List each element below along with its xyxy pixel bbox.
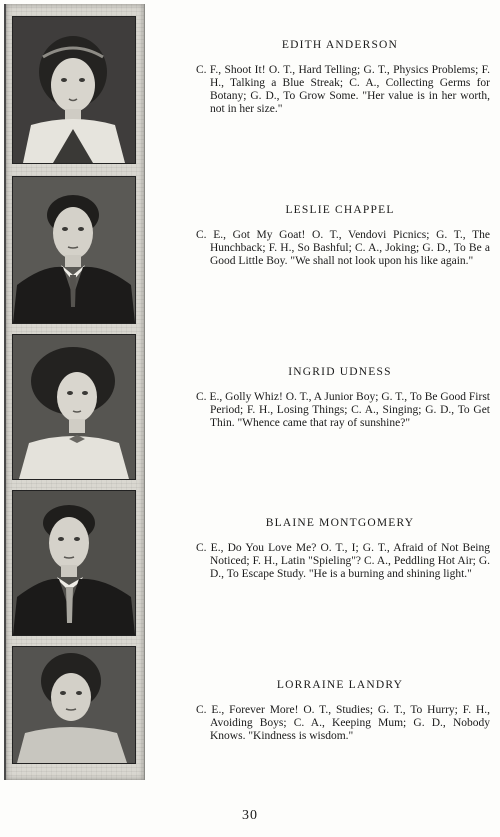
student-description: C. F., Shoot It! O. T., Hard Telling; G. T., Physics Problems; F. H., Talking a Blue Streak; C. A., Collecting Germs for Botany; G. D., To Grow Some. "Her value is in her worth, not in her size." bbox=[196, 64, 490, 115]
student-name: EDITH ANDERSON bbox=[281, 39, 399, 51]
student-description: C. E., Golly Whiz! O. T., A Junior Boy; G. T., To Be Good First Period; F. H., Losing Things; C. A., Singing; G. D., To Get Thin. "Whence came that ray of sunshine?" bbox=[196, 391, 490, 429]
portrait-ingrid-udness bbox=[12, 334, 136, 480]
student-entry bbox=[190, 678, 490, 743]
portrait-blaine-montgomery bbox=[12, 490, 136, 636]
student-name: LORRAINE LANDRY bbox=[276, 679, 404, 691]
student-name: INGRID UDNESS bbox=[288, 366, 392, 378]
portrait-leslie-chappel bbox=[12, 176, 136, 324]
student-entry bbox=[190, 38, 490, 116]
student-entry bbox=[190, 516, 490, 581]
student-entry bbox=[190, 365, 490, 430]
student-description: C. E., Got My Goat! O. T., Vendovi Picnics; G. T., The Hunchback; F. H., So Bashful; C. A., Joking; G. D., To Be a Good Little Boy. "We shall not look upon his like again." bbox=[196, 229, 490, 267]
student-description: C. E., Forever More! O. T., Studies; G. T., To Hurry; F. H., Avoiding Boys; C. A., Keeping Mum; G. D., Nobody Knows. "Kindness is wisdom." bbox=[196, 704, 490, 742]
student-entry bbox=[190, 203, 490, 268]
page-number: 30 bbox=[242, 808, 258, 823]
portrait-lorraine-landry bbox=[12, 646, 136, 764]
portrait-edith-anderson bbox=[12, 16, 136, 164]
student-name: BLAINE MONTGOMERY bbox=[265, 517, 415, 529]
student-description: C. E., Do You Love Me? O. T., I; G. T., Afraid of Not Being Noticed; F. H., Latin "Spieling"? C. A., Peddling Hot Air; G. D., To Escape Study. "He is a burning and shining light." bbox=[196, 542, 490, 580]
photo-strip bbox=[4, 4, 145, 780]
student-name: LESLIE CHAPPEL bbox=[285, 204, 395, 216]
